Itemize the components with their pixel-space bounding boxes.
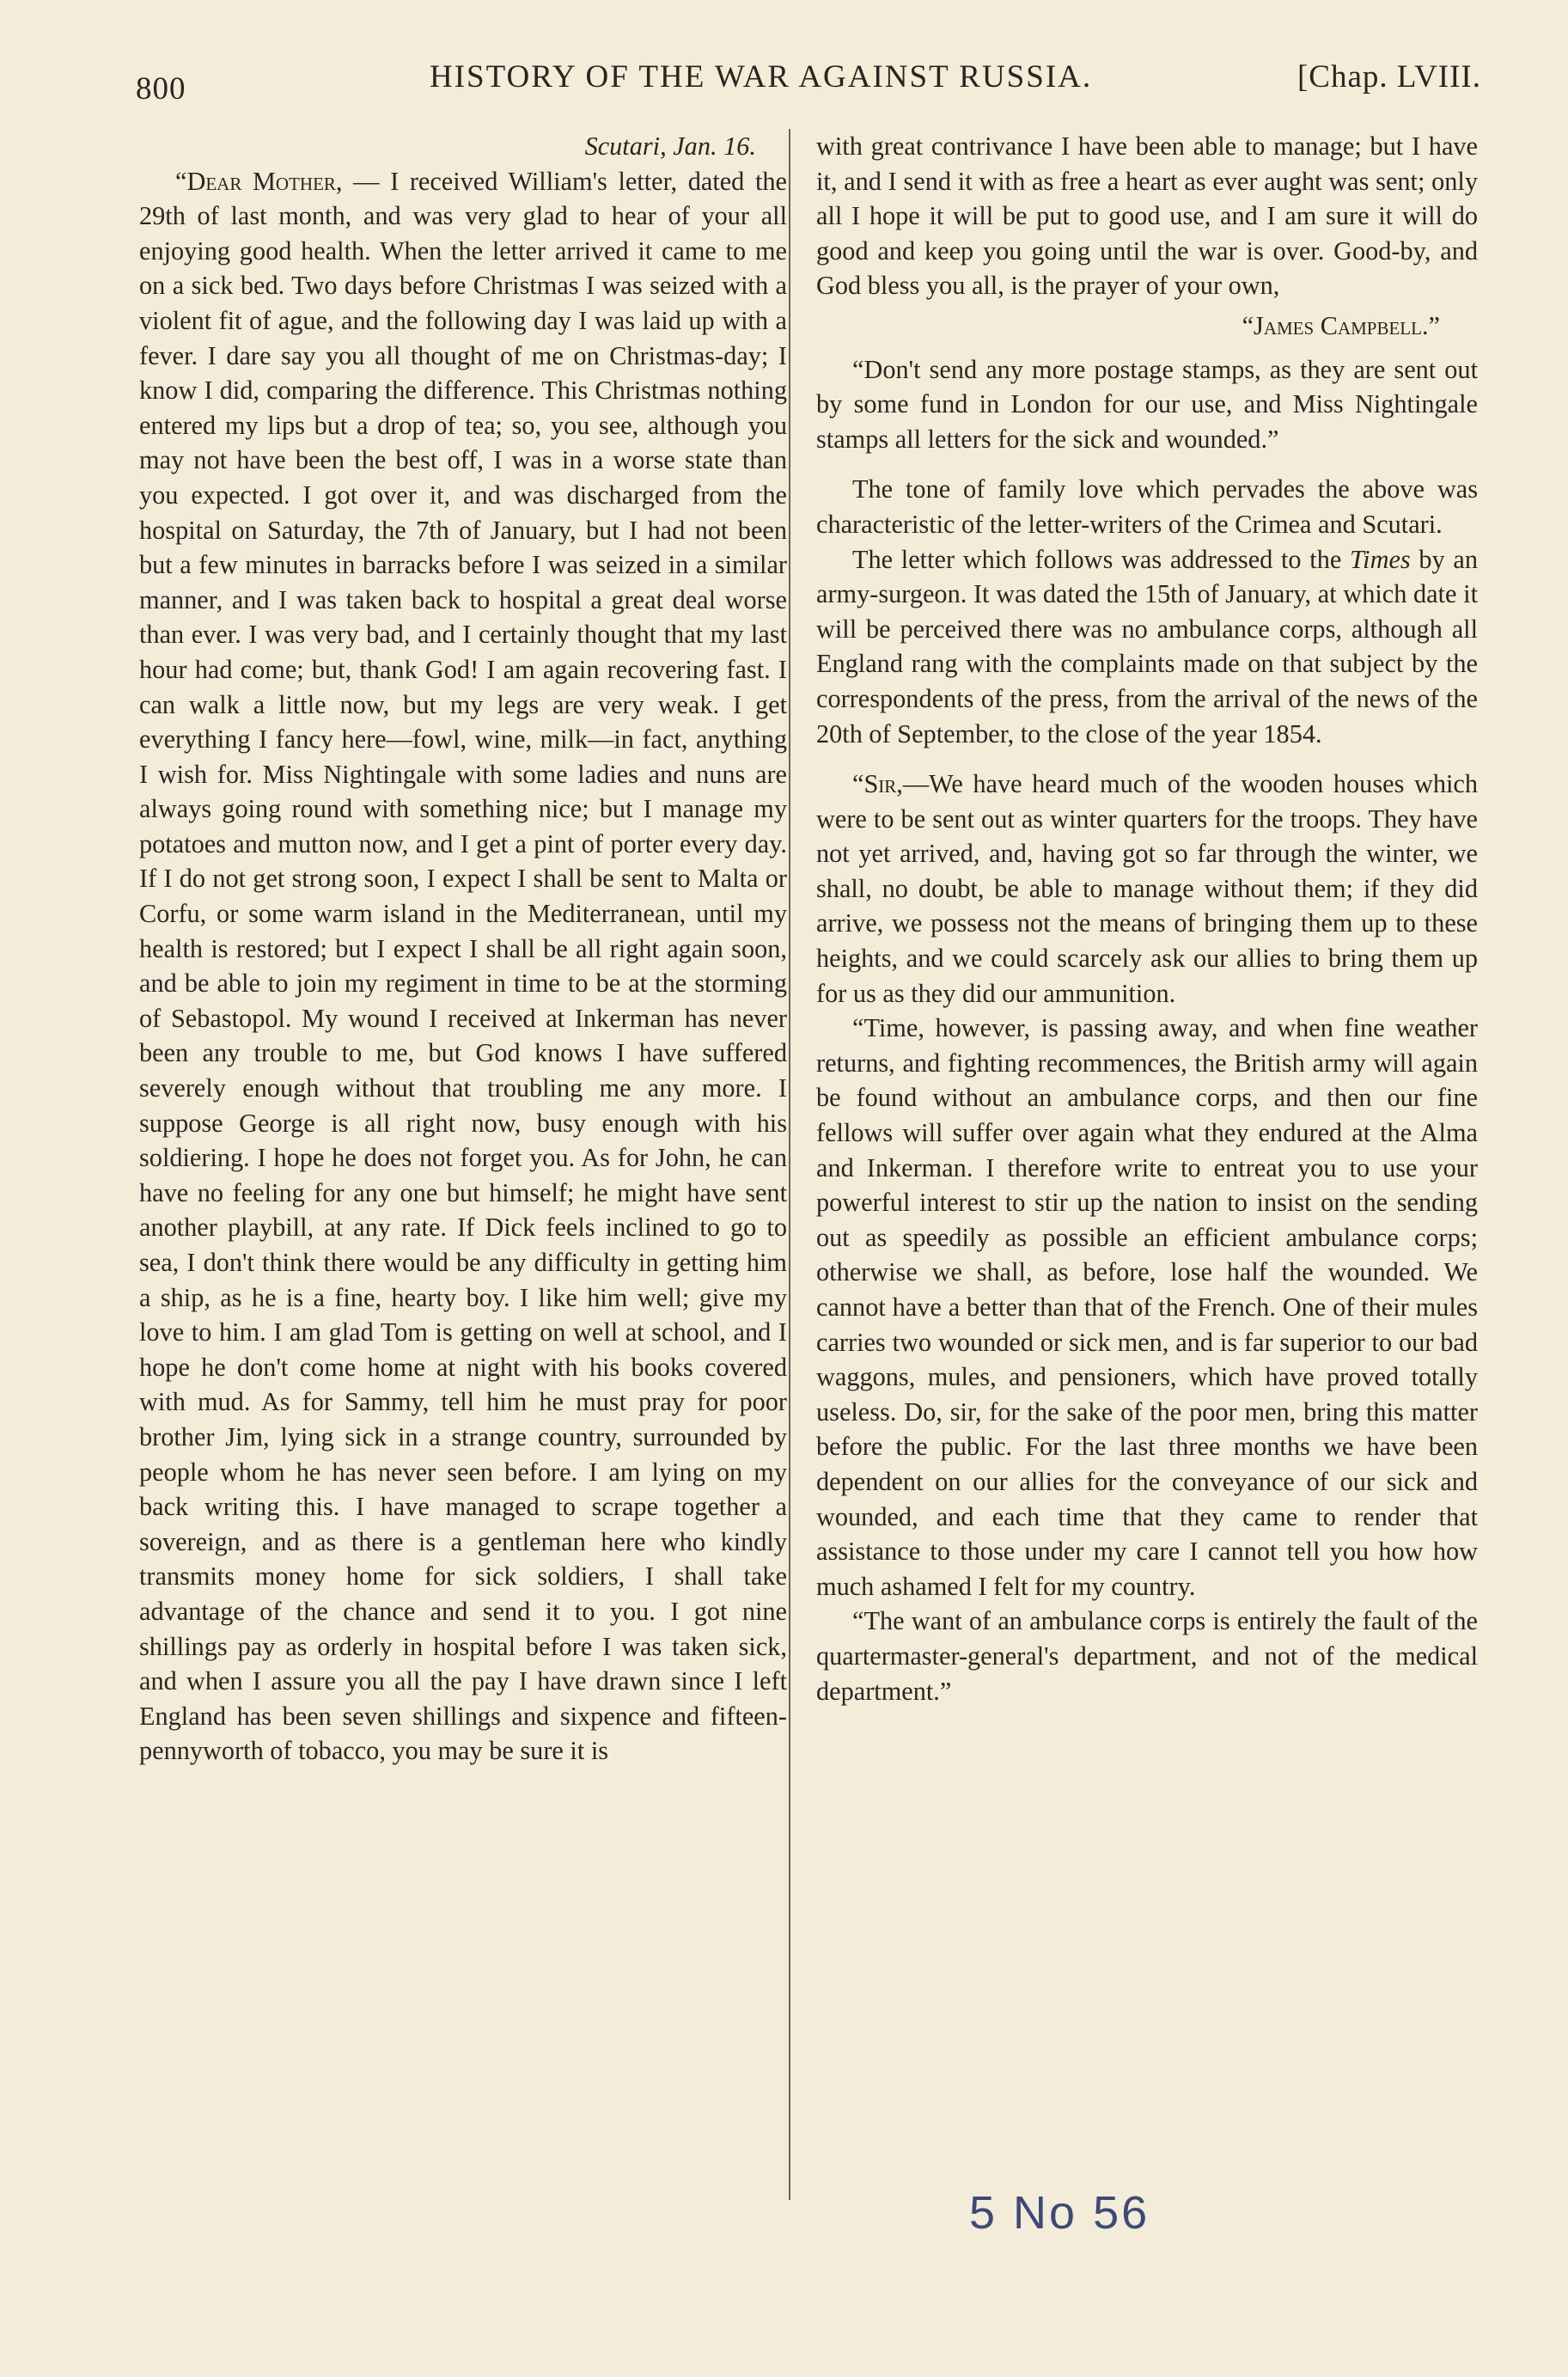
running-title: HISTORY OF THE WAR AGAINST RUSSIA. — [430, 59, 1093, 95]
right-column — [816, 129, 1478, 1708]
letter-postscript: “Don't send any more postage stamps, as they are sent out by some fund in London for our use, and Miss Nightingale stamps all letters for the sick and wounded.” — [816, 354, 1478, 454]
commentary-paragraph-2 — [816, 542, 1478, 752]
page-number: 800 — [136, 71, 186, 107]
surgeon-letter-paragraph-3: “The want of an ambulance corps is entirely the fault of the quartermaster-general's department, and not of the medical department.” — [816, 1606, 1478, 1706]
letter-body — [139, 164, 787, 1769]
left-column — [139, 129, 787, 1769]
letter-salutation: “Dear Mother, — [175, 166, 343, 196]
chapter-label: [Chap. LVIII. — [1296, 59, 1481, 95]
surgeon-text: —We have heard much of the wooden houses which were to be sent out as winter quarters for the troops. They have not yet arrived, and, having got so far through the winter, we shall, no doubt, be able to manage without them; if they did arrive, we possess not the means of bringing them up to these heights, and we could scarcely ask our allies to bring them up for us as they did our ammunition. — [816, 769, 1478, 1008]
letter-dateline: Scutari, Jan. 16. — [584, 131, 756, 161]
letter-continuation: with great contrivance I have been able to manage; but I have it, and I send it with as free a heart as ever aught was sent; only all I hope it will be put to good use, and I am sure it will do good and keep you going until the war is over. Good-by, and God bless you all, is the prayer of your own, — [816, 131, 1478, 301]
sheet-signature-mark: 5 No 56 — [969, 2187, 1150, 2239]
commentary-paragraph: The tone of family love which pervades the above was characteristic of the letter-writers of the Crimea and Scutari. — [816, 474, 1478, 539]
running-header — [136, 58, 1481, 110]
letter-signature: “James Campbell.” — [1242, 310, 1440, 340]
column-divider — [789, 129, 790, 2200]
surgeon-letter-paragraph — [816, 767, 1478, 1011]
commentary-text: by an army-surgeon. It was dated the 15th of January, at which date it will be perceived there was no ambulance corps, although all England rang with the complaints made on that subject by the correspondents of the press, from the arrival of the news of the 20th of September, to the close of the year 1854. — [816, 544, 1478, 749]
letter-paragraph: — I received William's letter, dated the 29th of last month, and was very glad to hear of your all enjoying good health. When the letter arrived it came to me on a sick bed. Two days before Christmas I was seized with a violent fit of ague, and the following day I was laid up with a fever. I dare say you all thought of me on Christmas-day; I know I did, comparing the difference. This Christmas nothing entered my lips but a drop of tea; so, you see, although you may not have been the best off, I was in a worse state than you expected. I got over it, and was discharged from the hospital on Saturday, the 7th of January, but I had not been but a few minutes in barracks before I was seized in a similar manner, and I was taken back to hospital a great deal worse than ever. I was very bad, and I certainly thought that my last hour had come; but, thank God! I am again recovering fast. I can walk a little now, but my legs are very weak. I get everything I fancy here—fowl, wine, milk—in fact, anything I wish for. Miss Nightingale with some ladies and nuns are always going round with something nice; but I manage my potatoes and mutton now, and I get a pint of porter every day. If I do not get strong soon, I expect I shall be sent to Malta or Corfu, or some warm island in the Mediterranean, until my health is restored; but I expect I shall be all right again soon, and be able to join my regiment in time to be at the storming of Sebastopol. My wound I received at Inkerman has never been any trouble to me, but God knows I have suffered severely enough without that troubling me any more. I suppose George is all right now, busy enough with his soldiering. I hope he does not forget you. As for John, he can have no feeling for any one but himself; he might have sent another playbill, at any rate. If Dick feels inclined to go to sea, I don't think there would be any difficulty in getting him a ship, as he is a fine, hearty boy. I like him well; give my love to him. I am glad Tom is getting on well at school, and I hope he don't come home at night with his books covered with mud. As for Sammy, tell him he must pray for poor brother Jim, lying sick in a strange country, surrounded by people whom he has never seen before. I am lying on my back writing this. I have managed to scrape together a sovereign, and as there is a gentleman here who kindly transmits money home for sick soldiers, I shall take advantage of the chance and send it to you. I got nine shillings pay as orderly in hospital before I was taken sick, and when I assure you all the pay I have drawn since I left England has been seven shillings and sixpence and fifteen-pennyworth of tobacco, you may be sure it is — [139, 166, 787, 1766]
commentary-text: The letter which follows was addressed to the — [852, 544, 1350, 574]
newspaper-title: Times — [1349, 544, 1411, 574]
surgeon-salutation: “Sir, — [852, 769, 903, 799]
surgeon-letter-paragraph-2: “Time, however, is passing away, and when fine weather returns, and fighting recommences, the British army will again be found without an ambulance corps, and then our fine fellows will suffer over again what they endured at the Alma and Inkerman. I therefore write to entreat you to use your powerful interest to stir up the nation to insist on the sending out as speedily as possible an efficient ambulance corps; otherwise we shall, as before, lose half the wounded. We cannot have a better than that of the French. One of their mules carries two wounded or sick men, and is far superior to our bad waggons, mules, and pensioners, which have proved totally useless. Do, sir, for the sake of the poor men, bring this matter before the public. For the last three months we have been dependent on our allies for the conveyance of our sick and wounded, and each time that they came to render that assistance to those under my care I cannot tell you how how much ashamed I felt for my country. — [816, 1013, 1478, 1601]
